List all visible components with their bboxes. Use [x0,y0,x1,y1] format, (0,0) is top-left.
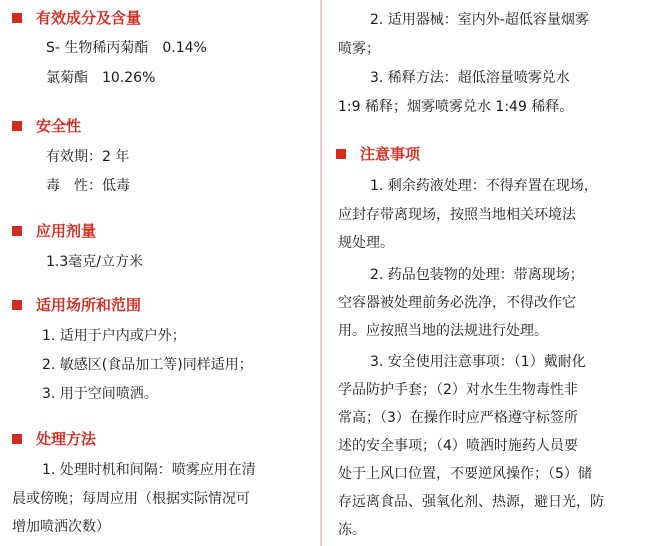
heading-text: 应用剂量 [36,222,97,240]
heading-bullet-icon [12,300,22,310]
precaution-line: 空容器被处理前务必洗净，不得改作它 [338,295,576,311]
section-heading-scope [12,294,141,315]
method-line: 3. 稀释方法：超低溶量喷雾兑水 [370,70,570,86]
method-line: 增加喷洒次数） [12,519,110,535]
scope-line: 2. 敏感区(食品加工等)同样适用； [42,357,253,373]
precaution-line: 存远离食品、强氧化剂、热源，避日光，防 [338,494,604,510]
scope-line: 1. 适用于户内或户外； [42,328,186,344]
section-heading-dosage [12,220,96,241]
heading-text: 处理方法 [36,430,97,448]
heading-text: 有效成分及含量 [36,9,142,27]
safety-line: 有效期：2 年 [46,149,130,165]
precaution-line: 学品防护手套；（2）对水生生物毒性非 [338,382,578,398]
heading-bullet-icon [12,13,22,23]
safety-line: 毒 性：低毒 [46,178,130,194]
dosage-line: 1.3毫克/立方米 [46,254,143,270]
section-heading-safety [12,115,81,136]
precaution-line: 冻。 [338,522,366,538]
precaution-line: 3. 安全使用注意事项：（1）戴耐化 [370,354,586,370]
precaution-line: 用。应按照当地的法规进行处理。 [338,323,548,339]
precaution-line: 常高；（3）在操作时应严格遵守标签所 [338,410,578,426]
heading-text: 适用场所和范围 [36,296,142,314]
heading-bullet-icon [12,121,22,131]
section-heading-method [12,428,96,449]
method-line: 2. 适用器械：室内外-超低容量烟雾 [370,12,589,28]
precaution-line: 述的安全事项；（4）喷洒时施药人员要 [338,438,578,454]
heading-text: 安全性 [36,117,82,135]
precaution-line: 应封存带离现场，按照当地相关环境法 [338,207,576,223]
scope-line: 3. 用于空间喷洒。 [42,386,158,402]
section-heading-precautions [336,143,420,164]
heading-bullet-icon [336,149,346,159]
section-heading-ingredients [12,7,141,28]
heading-bullet-icon [12,226,22,236]
precaution-line: 2. 药品包装物的处理：带离现场； [370,267,584,283]
precaution-line: 处于上风口位置，不要逆风操作；（5）储 [338,466,592,482]
ingredient-line: S- 生物稀丙菊酯 0.14% [46,40,207,56]
precaution-line: 1. 剩余药液处理：不得弃置在现场， [370,178,598,194]
ingredient-line: 氯菊酯 10.26% [46,70,156,86]
method-line: 晨或傍晚；每周应用（根据实际情况可 [12,491,250,507]
heading-text: 注意事项 [360,145,421,163]
precaution-line: 规处理。 [338,235,394,251]
method-line: 喷雾； [338,41,380,57]
method-line: 1. 处理时机和间隔：喷雾应用在清 [42,462,256,478]
heading-bullet-icon [12,434,22,444]
method-line: 1:9 稀释；烟雾喷雾兑水 1:49 稀释。 [338,99,574,115]
column-divider [320,0,322,546]
